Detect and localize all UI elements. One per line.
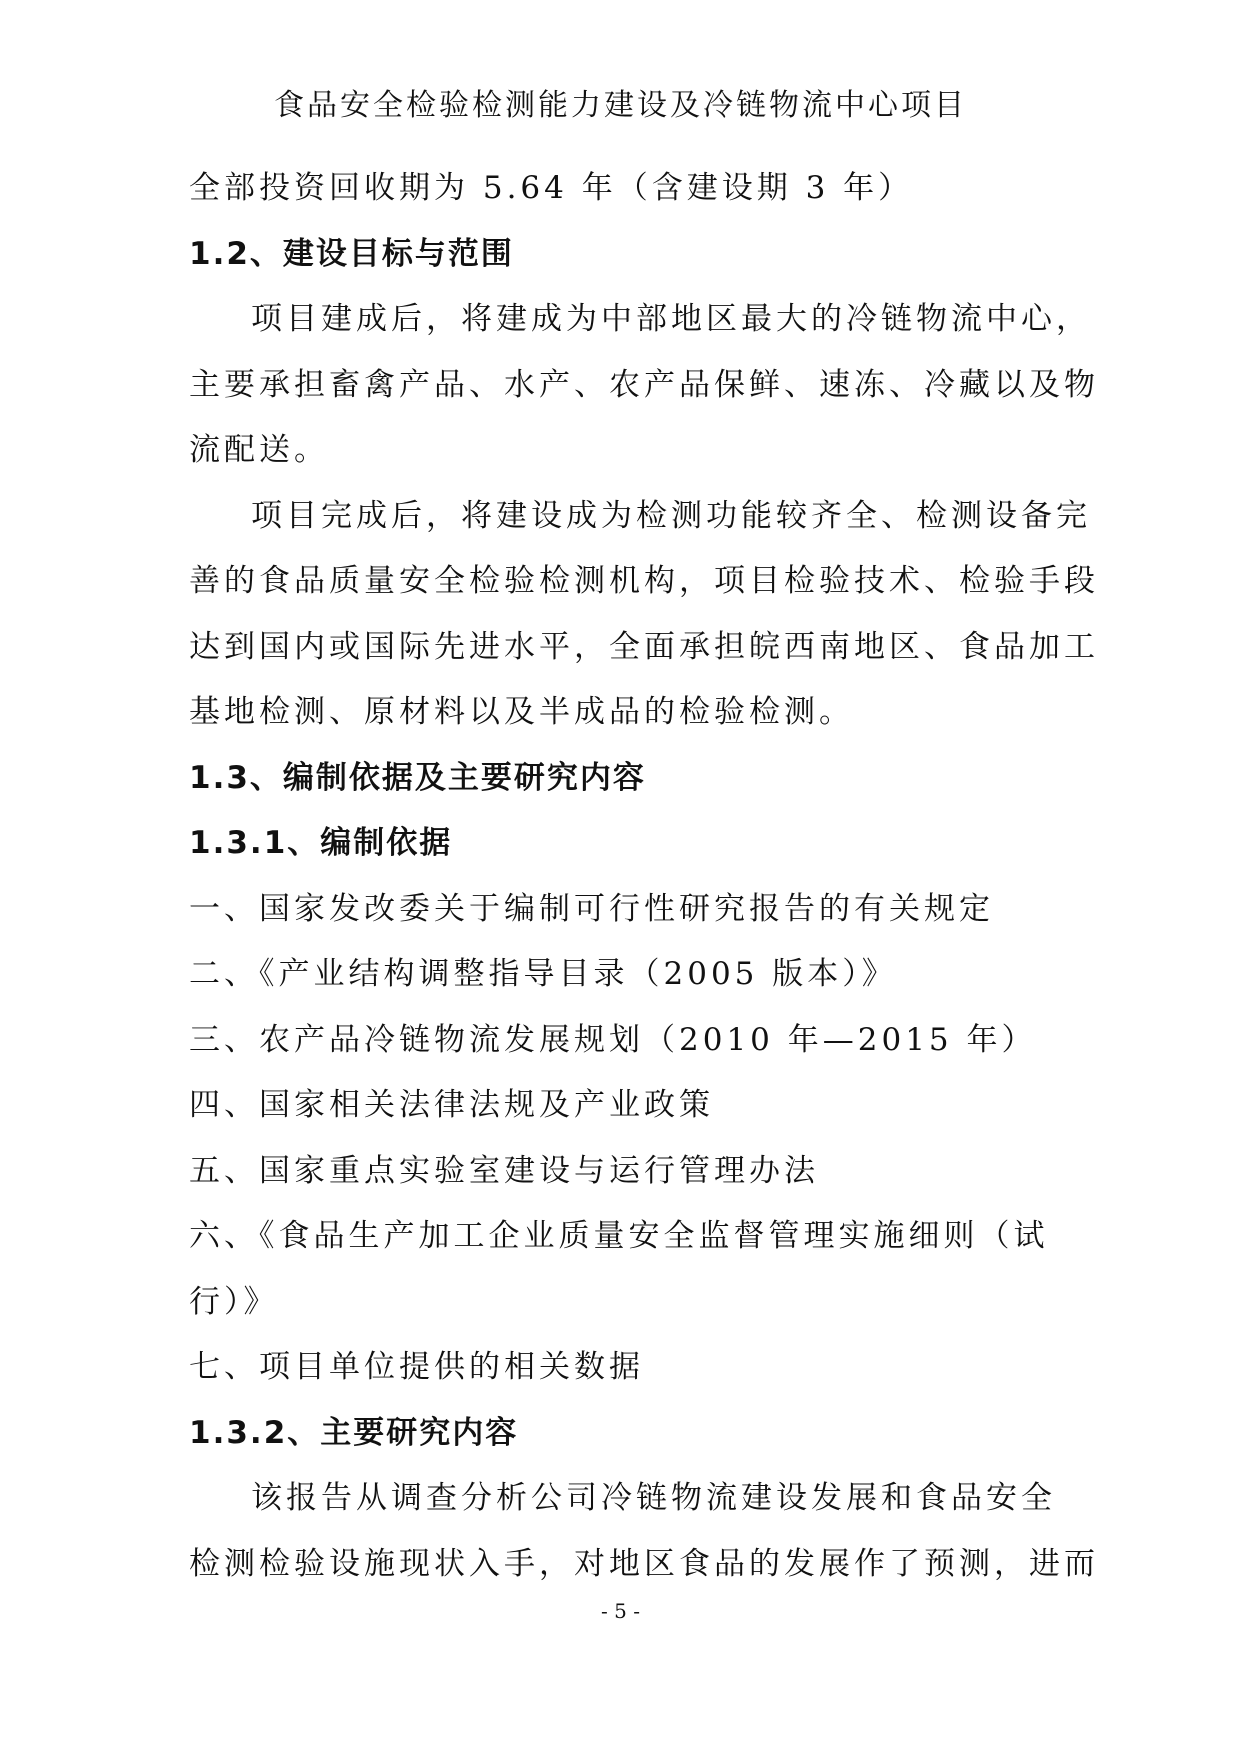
paragraph-line: 流配送。 xyxy=(189,432,329,468)
paragraph-line: 检测检验设施现状入手，对地区食品的发展作了预测，进而 xyxy=(189,1545,1099,1582)
page-number: - 5 - xyxy=(601,1599,640,1623)
section-heading-1-2: 1.2、建设目标与范围 xyxy=(189,235,514,272)
list-item: 二、《产业结构调整指导目录（2005 版本）》 xyxy=(189,956,897,992)
paragraph-line: 该报告从调查分析公司冷链物流建设发展和食品安全 xyxy=(251,1480,1056,1516)
section-heading-1-3-1: 1.3.1、编制依据 xyxy=(189,825,453,861)
list-item: 五、国家重点实验室建设与运行管理办法 xyxy=(189,1152,819,1189)
running-header: 食品安全检验检测能力建设及冷链物流中心项目 xyxy=(274,88,967,123)
paragraph-line: 基地检测、原材料以及半成品的检验检测。 xyxy=(189,694,854,730)
list-item: 六、《食品生产加工企业质量安全监督管理实施细则（试 xyxy=(189,1218,1049,1254)
paragraph-line: 达到国内或国际先进水平，全面承担皖西南地区、食品加工 xyxy=(189,628,1099,665)
list-item: 一、国家发改委关于编制可行性研究报告的有关规定 xyxy=(189,890,994,927)
paragraph-line: 项目完成后，将建设成为检测功能较齐全、检测设备完 xyxy=(251,497,1091,534)
section-heading-1-3: 1.3、编制依据及主要研究内容 xyxy=(189,759,646,796)
list-item: 四、国家相关法律法规及产业政策 xyxy=(189,1087,714,1123)
list-item: 七、项目单位提供的相关数据 xyxy=(189,1349,644,1385)
list-item: 三、农产品冷链物流发展规划（2010 年—2015 年） xyxy=(189,1021,1037,1058)
page-body xyxy=(189,156,1099,1597)
paragraph-line: 项目建成后，将建成为中部地区最大的冷链物流中心， xyxy=(251,301,1091,337)
paragraph-line: 全部投资回收期为 5.64 年（含建设期 3 年） xyxy=(189,170,914,206)
section-heading-1-3-2: 1.3.2、主要研究内容 xyxy=(189,1414,519,1451)
list-item-continuation: 行）》 xyxy=(189,1283,279,1320)
paragraph-line: 主要承担畜禽产品、水产、农产品保鲜、速冻、冷藏以及物 xyxy=(189,366,1099,403)
paragraph-line: 善的食品质量安全检验检测机构，项目检验技术、检验手段 xyxy=(189,563,1099,599)
